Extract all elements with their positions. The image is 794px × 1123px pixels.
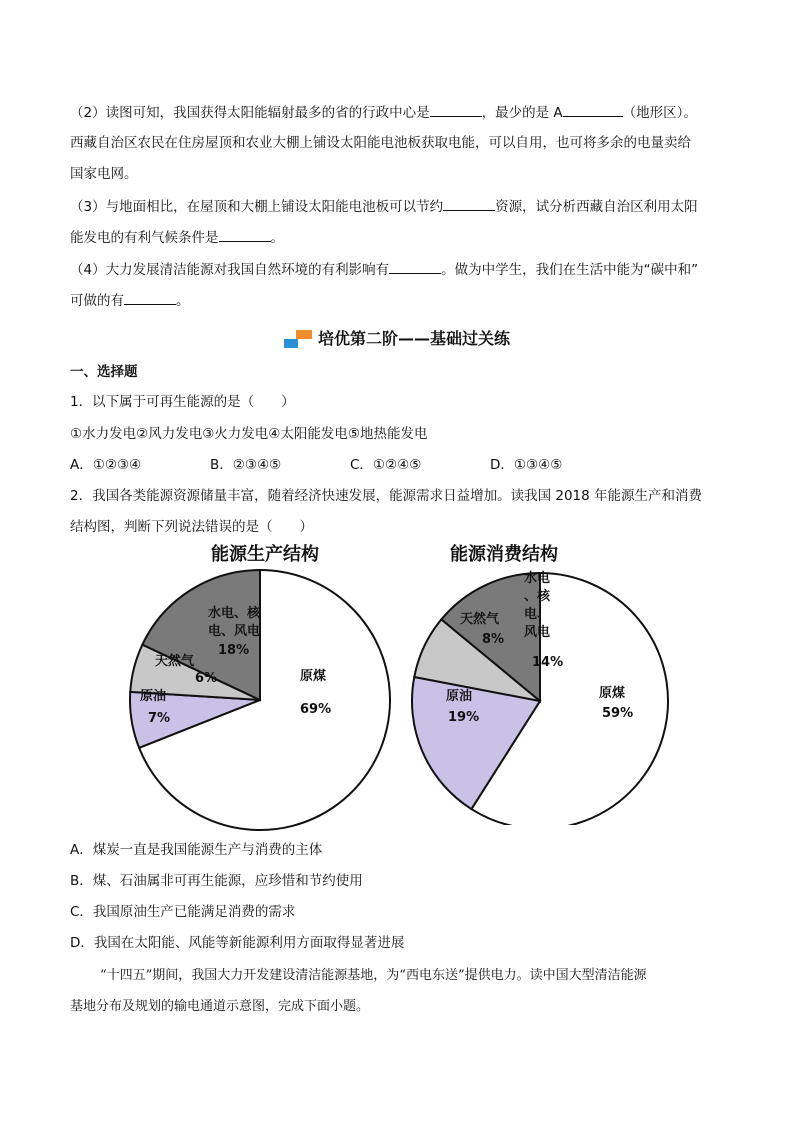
section-title: 培优第二阶——基础过关练 <box>317 329 510 348</box>
pie-slice-percent: 7% <box>148 711 171 726</box>
pie-slice-label: 水电 <box>524 571 551 586</box>
q4-line-2 <box>70 290 190 311</box>
answer-blank[interactable] <box>443 196 495 211</box>
part-title: 一、选择题 <box>70 364 138 380</box>
q2-text-c: （地形区）。 <box>622 105 697 121</box>
pie-slice-label: 电、风电 <box>208 624 261 639</box>
q1-items: ①水力发电②风力发电③火力发电④太阳能发电⑤地热能发电 <box>70 426 428 442</box>
passage-line-1: “十四五”期间，我国大力开发建设清洁能源基地，为“西电东送”提供电力。读中国大型清洁能源 <box>100 968 647 983</box>
q4-line-1 <box>70 259 698 280</box>
pie-slice-label: 原煤 <box>599 686 626 701</box>
pie-slice-label: 电、 <box>524 607 551 622</box>
pie-slice-percent: 59% <box>602 706 634 721</box>
pie-slice-label: 天然气 <box>460 612 500 627</box>
q4-text-a: （4）大力发展清洁能源对我国自然环境的有利影响有 <box>70 262 390 278</box>
pie-title: 能源消费结构 <box>450 544 558 565</box>
section-heading <box>0 326 794 350</box>
q2-line-3: 国家电网。 <box>70 166 138 182</box>
q2-option-d[interactable]: D．我国在太阳能、风能等新能源利用方面取得显著进展 <box>70 935 405 951</box>
q3-text-d: 。 <box>270 230 284 246</box>
pie-slice-label: 、核 <box>524 589 551 604</box>
q1-option-d[interactable]: D．①③④⑤ <box>490 457 563 473</box>
pie-slice-label: 水电、核 <box>208 606 261 621</box>
q3-line-1 <box>70 196 698 217</box>
pie-title: 能源生产结构 <box>211 544 319 565</box>
pie-slice-label: 原油 <box>140 689 167 704</box>
q1-option-b[interactable]: B．②③④⑤ <box>210 457 282 473</box>
q2-option-b[interactable]: B．煤、石油属非可再生能源，应珍惜和节约使用 <box>70 873 363 889</box>
pie-slice-percent: 19% <box>448 710 480 725</box>
answer-blank[interactable] <box>430 102 482 117</box>
q2-text-a: （2）读图可知，我国获得太阳能辐射最多的省的行政中心是 <box>70 105 430 121</box>
q4-text-b: 。做为中学生，我们在生活中能为“碳中和” <box>441 262 699 278</box>
q2-option-c[interactable]: C．我国原油生产已能满足消费的需求 <box>70 904 296 920</box>
pie-slice-percent: 14% <box>532 655 564 670</box>
q1-options <box>70 455 562 475</box>
passage-line-2: 基地分布及规划的输电通道示意图，完成下面小题。 <box>70 999 370 1014</box>
pie-slice-label: 原煤 <box>300 669 327 684</box>
q2-option-a[interactable]: A．煤炭一直是我国能源生产与消费的主体 <box>70 842 323 858</box>
answer-blank[interactable] <box>563 102 623 117</box>
q2-line-1 <box>70 102 697 123</box>
q1-option-c[interactable]: C．①②④⑤ <box>350 457 422 473</box>
section-blocks-icon <box>284 330 314 350</box>
pie-slice-label: 风电 <box>524 625 551 640</box>
answer-blank[interactable] <box>389 259 441 274</box>
q3-line-2 <box>70 227 284 248</box>
q1-stem: 1．以下属于可再生能源的是（ ） <box>70 394 295 410</box>
pie-slice-label: 天然气 <box>155 654 195 669</box>
answer-blank[interactable] <box>219 227 271 242</box>
pie-chart-consumption <box>394 535 684 825</box>
q2-stem-2: 结构图，判断下列说法错误的是（ ） <box>70 519 313 535</box>
answer-blank[interactable] <box>124 290 176 305</box>
q4-text-d: 。 <box>176 293 190 309</box>
pie-slice-percent: 6% <box>195 671 218 686</box>
q2-line-2: 西藏自治区农民在住房屋顶和农业大棚上铺设太阳能电池板获取电能，可以自用，也可将多余的电量卖给 <box>70 135 691 151</box>
q2-text-b: ，最少的是 A <box>481 105 563 121</box>
q3-text-b: 资源，试分析西藏自治区利用太阳 <box>495 199 698 215</box>
pie-chart-production <box>100 535 400 835</box>
pie-slice-label: 原油 <box>446 689 473 704</box>
q2-stem-1: 2．我国各类能源资源储量丰富，随着经济快速发展，能源需求日益增加。读我国 2018 年能源生产和消费 <box>70 488 703 504</box>
pie-slice-percent: 8% <box>482 632 505 647</box>
q4-text-c: 可做的有 <box>70 293 124 309</box>
pie-slice-percent: 69% <box>300 702 332 717</box>
q3-text-a: （3）与地面相比，在屋顶和大棚上铺设太阳能电池板可以节约 <box>70 199 444 215</box>
q1-option-a[interactable]: A．①②③④ <box>70 457 142 473</box>
pie-slice-percent: 18% <box>218 643 250 658</box>
q3-text-c: 能发电的有利气候条件是 <box>70 230 219 246</box>
